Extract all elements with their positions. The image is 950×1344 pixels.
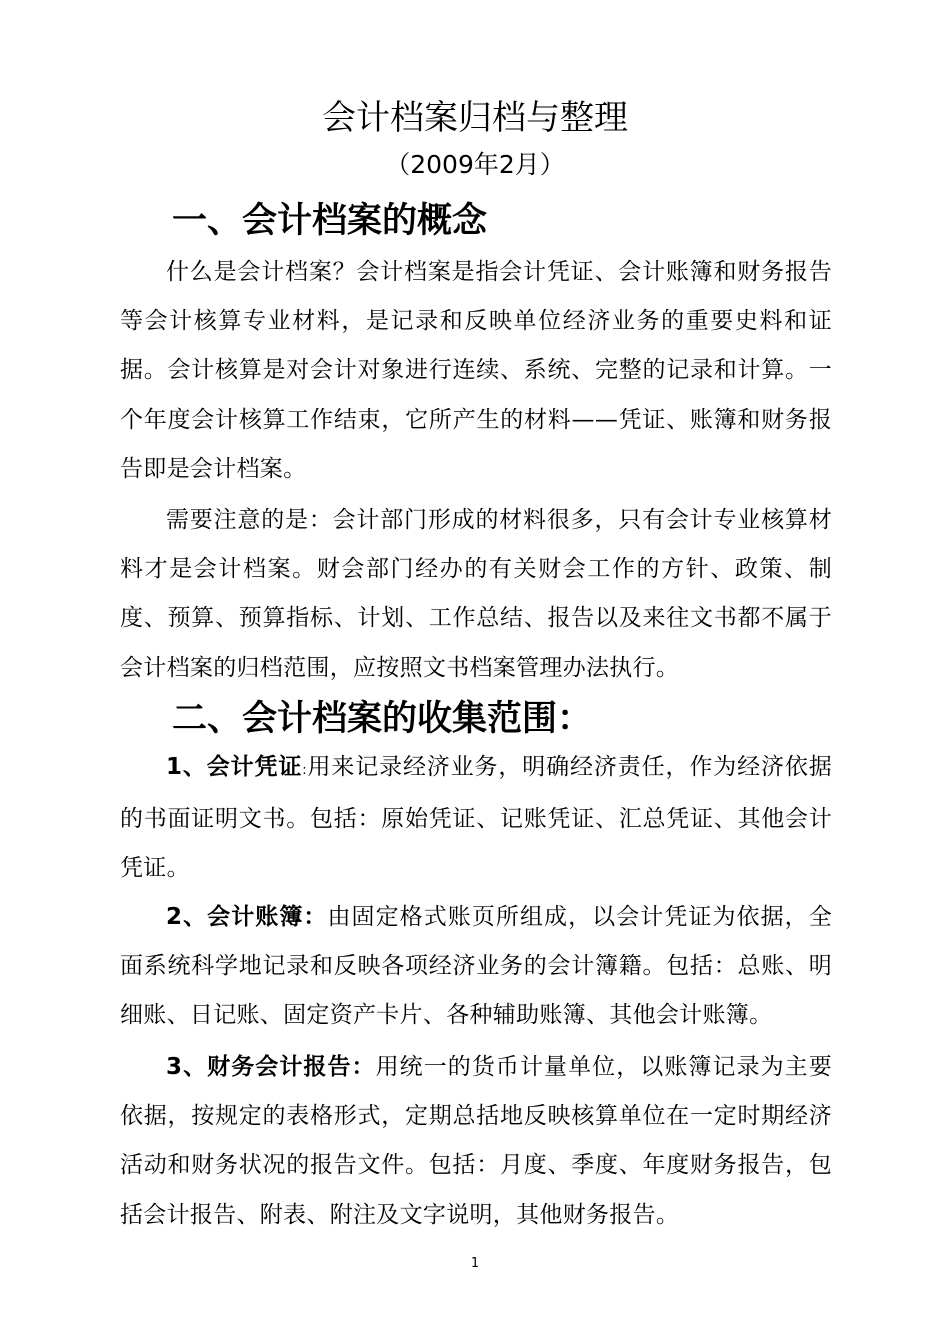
item-label: 3、财务会计报告： <box>166 1054 376 1080</box>
paragraph: 什么是会计档案？会计档案是指会计凭证、会计账簿和财务报告等会计核算专业材料，是记录和反映单位经济业务的重要史料和证据。会计核算是对会计对象进行连续、系统、完整的记录和计算。一个年度会计核算工作结束，它所产生的材料——凭证、账簿和财务报告即是会计档案。 <box>120 259 832 482</box>
item-label: 2、会计账簿： <box>166 904 328 930</box>
section-heading-scope: 二、会计档案的收集范围： <box>172 699 593 739</box>
document-title: 会计档案归档与整理 <box>322 98 628 138</box>
page-number: 1 <box>470 1256 480 1271</box>
scope-item-reports <box>120 1043 832 1240</box>
list-item <box>120 893 832 1041</box>
scope-item-ledgers <box>120 893 832 1041</box>
scope-item-vouchers <box>120 743 832 894</box>
item-separator: : <box>302 763 307 778</box>
paragraph: 需要注意的是：会计部门形成的材料很多，只有会计专业核算材料才是会计档案。财会部门经办的有关财会工作的方针、政策、制度、预算、预算指标、计划、工作总结、报告以及来往文书都不属于会计档案的归档范围，应按照文书档案管理办法执行。 <box>120 507 832 681</box>
section-body-concept-note <box>120 496 832 693</box>
item-label: 1、会计凭证 <box>166 754 303 780</box>
list-item <box>120 1043 832 1240</box>
section-heading-concept: 一、会计档案的概念 <box>172 201 488 241</box>
document-date: （2009年2月） <box>385 150 565 179</box>
list-item <box>120 743 832 894</box>
item-text: 用来记录经济业务，明确经济责任，作为经济依据的书面证明文书。包括：原始凭证、记账凭证、汇总凭证、其他会计凭证。 <box>120 754 832 882</box>
item-text: 由固定格式账页所组成，以会计凭证为依据，全面系统科学地记录和反映各项经济业务的会计簿籍。包括：总账、明细账、日记账、固定资产卡片、各种辅助账簿、其他会计账簿。 <box>120 904 832 1029</box>
item-text: 用统一的货币计量单位，以账簿记录为主要依据，按规定的表格形式，定期总括地反映核算单位在一定时期经济活动和财务状况的报告文件。包括：月度、季度、年度财务报告，包括会计报告、附表、附注及文字说明，其他财务报告。 <box>120 1054 832 1228</box>
section-body-concept <box>120 248 832 494</box>
